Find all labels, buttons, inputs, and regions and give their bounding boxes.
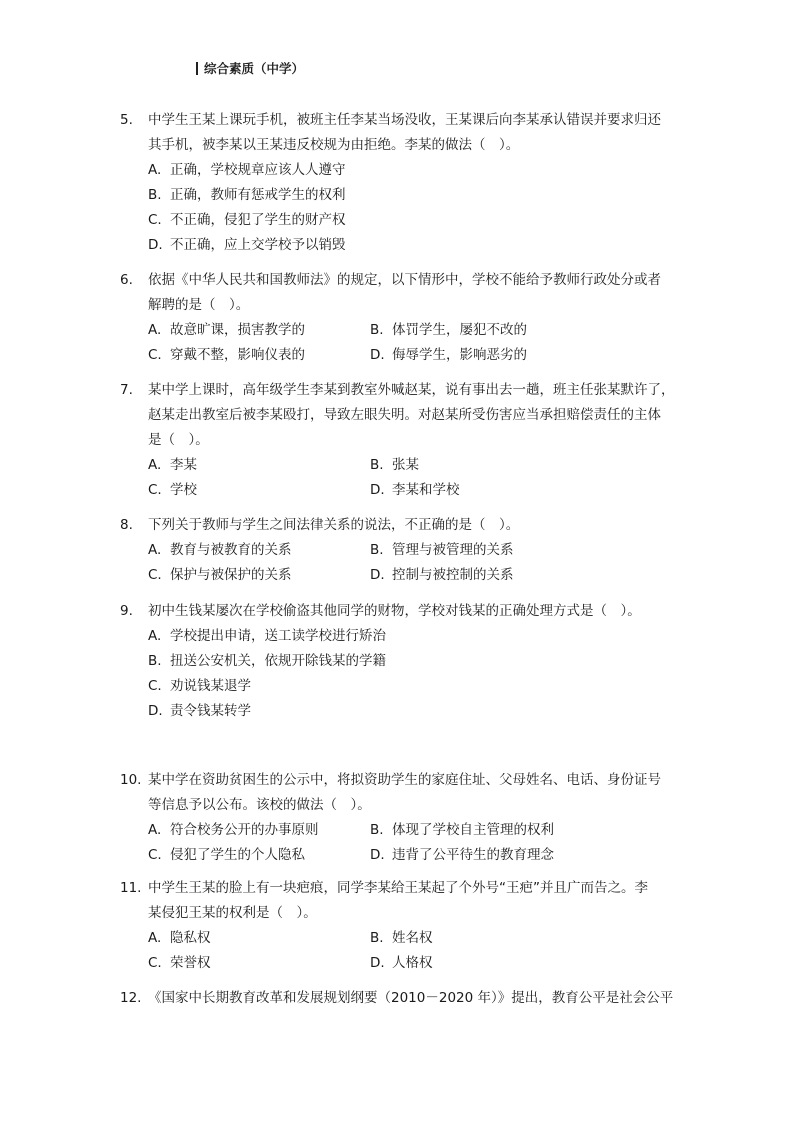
question-10 [120,768,680,868]
question-text-line: 中学生王某的脸上有一块疤痕，同学李某给王某起了个外号“王疤”并且广而告之。李 [148,880,648,896]
question-text-line: 某中学在资助贫困生的公示中，将拟资助学生的家庭住址、父母姓名、电话、身份证号 [148,772,661,788]
option-d[interactable]: D. 人格权 [370,955,433,971]
option-a[interactable]: A. 学校提出申请，送工读学校进行矫治 [148,628,386,644]
options-list [120,158,680,258]
question-number: 8. [120,517,133,533]
option-c[interactable]: C. 穿戴不整，影响仪表的 [148,347,305,363]
option-b[interactable]: B. 体罚学生，屡犯不改的 [370,322,527,338]
option-a[interactable]: A. 隐私权 [148,930,211,946]
option-a[interactable]: A. 故意旷课，损害教学的 [148,322,305,338]
question-text-line: 《国家中长期教育改革和发展规划纲要（2010－2020 年）》提出，教育公平是社会公平 [148,990,674,1006]
question-text-line: 等信息予以公布。该校的做法（ ）。 [148,797,371,813]
question-12 [120,986,680,1011]
question-number: 11. [120,880,142,896]
question-number: 10. [120,772,142,788]
question-text-line: 解聘的是（ ）。 [148,297,250,313]
option-b[interactable]: B. 张某 [370,457,419,473]
option-b[interactable]: B. 正确，教师有惩戒学生的权利 [148,187,346,203]
question-text-line: 依据《中华人民共和国教师法》的规定，以下情形中，学校不能给予教师行政处分或者 [148,272,661,288]
option-a[interactable]: A. 正确，学校规章应该人人遵守 [148,162,346,178]
option-a[interactable]: A. 符合校务公开的办事原则 [148,822,319,838]
question-text-line: 其手机，被李某以王某违反校规为由拒绝。李某的做法（ ）。 [148,137,520,153]
option-a[interactable]: A. 教育与被教育的关系 [148,542,292,558]
option-b[interactable]: B. 体现了学校自主管理的权利 [370,822,554,838]
options-list [120,624,680,724]
option-c[interactable]: C. 劝说钱某退学 [148,678,251,694]
question-7 [120,378,680,503]
question-number: 5. [120,112,133,128]
option-d[interactable]: D. 责令钱某转学 [148,703,251,719]
question-6 [120,268,680,368]
question-number: 6. [120,272,133,288]
page-header [196,59,304,77]
options-list [120,453,680,503]
option-d[interactable]: D. 侮辱学生，影响恶劣的 [370,347,527,363]
option-d[interactable]: D. 李某和学校 [370,482,460,498]
options-list [120,318,680,368]
question-8 [120,513,680,588]
option-c[interactable]: C. 侵犯了学生的个人隐私 [148,847,305,863]
option-c[interactable]: C. 学校 [148,482,197,498]
options-list [120,926,680,976]
header-divider [196,62,198,75]
option-c[interactable]: C. 不正确，侵犯了学生的财产权 [148,212,346,228]
question-number: 12. [120,990,142,1006]
question-number: 9. [120,603,133,619]
question-number: 7. [120,382,133,398]
header-title: 综合素质（中学） [204,61,305,76]
question-text-line: 赵某走出教室后被李某殴打，导致左眼失明。对赵某所受伤害应当承担赔偿责任的主体 [148,407,661,423]
option-c[interactable]: C. 保护与被保护的关系 [148,567,292,583]
question-5 [120,108,680,258]
option-c[interactable]: C. 荣誉权 [148,955,211,971]
option-b[interactable]: B. 管理与被管理的关系 [370,542,514,558]
question-text-line: 下列关于教师与学生之间法律关系的说法，不正确的是（ ）。 [148,517,520,533]
question-text-line: 某中学上课时，高年级学生李某到教室外喊赵某，说有事出去一趟，班主任张某默许了， [148,382,675,398]
option-d[interactable]: D. 违背了公平待生的教育理念 [370,847,554,863]
question-text-line: 初中生钱某屡次在学校偷盗其他同学的财物，学校对钱某的正确处理方式是（ ）。 [148,603,641,619]
question-text-line: 某侵犯王某的权利是（ ）。 [148,905,317,921]
option-b[interactable]: B. 姓名权 [370,930,433,946]
option-a[interactable]: A. 李某 [148,457,197,473]
options-list [120,538,680,588]
question-11 [120,876,680,976]
options-list [120,818,680,868]
question-9 [120,599,680,724]
option-d[interactable]: D. 控制与被控制的关系 [370,567,514,583]
option-d[interactable]: D. 不正确，应上交学校予以销毁 [148,237,346,253]
option-b[interactable]: B. 扭送公安机关，依规开除钱某的学籍 [148,653,386,669]
question-text-line: 是（ ）。 [148,432,209,448]
question-text-line: 中学生王某上课玩手机，被班主任李某当场没收，王某课后向李某承认错误并要求归还 [148,112,661,128]
